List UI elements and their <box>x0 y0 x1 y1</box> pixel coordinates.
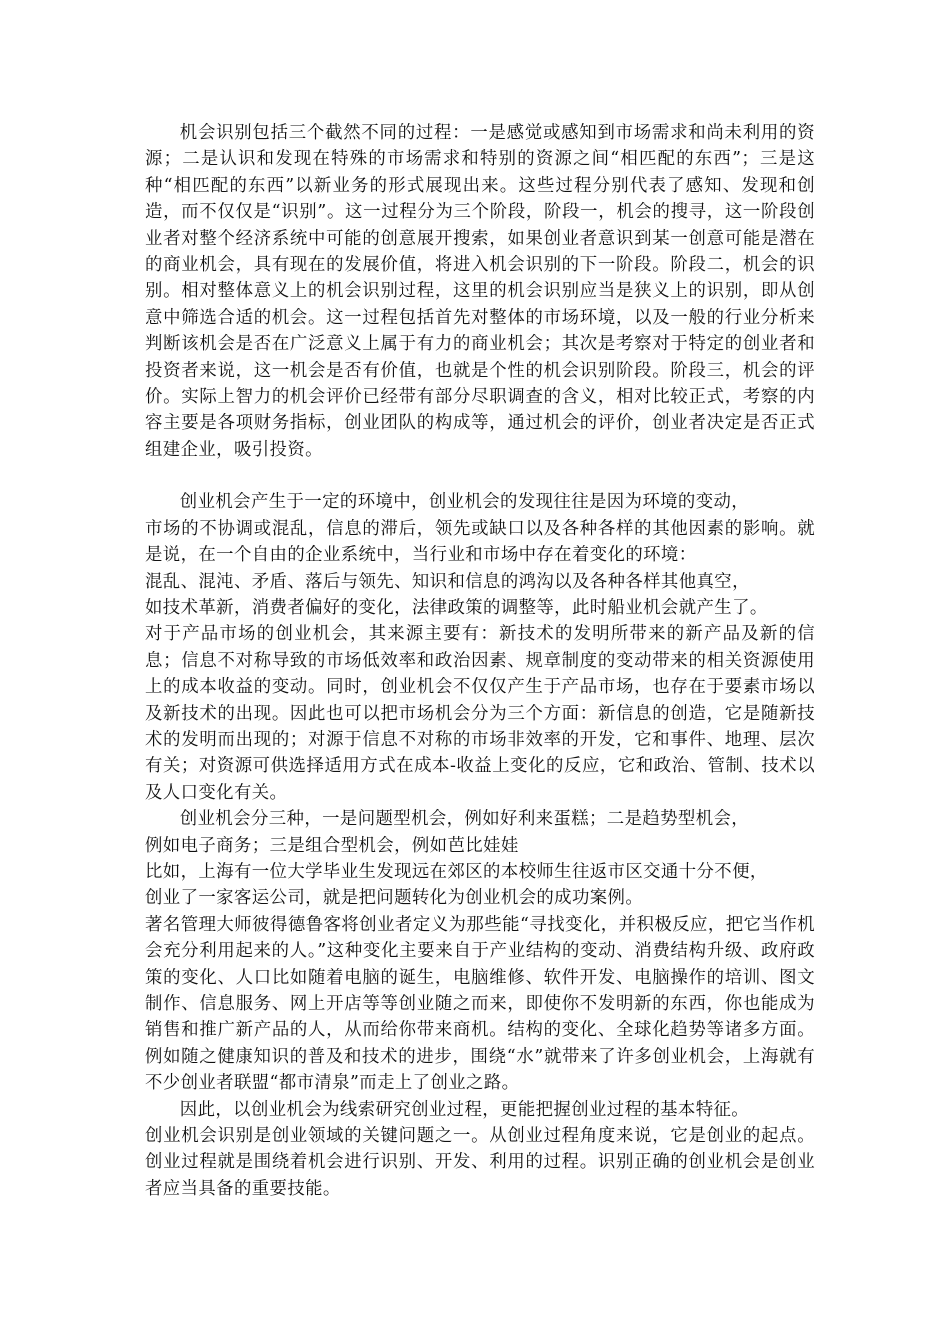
paragraph-three-types: 创业机会分三种，一是问题型机会，例如好利来蛋糕；二是趋势型机会， <box>179 809 750 830</box>
document-page <box>145 120 815 1202</box>
paragraph-innovation: 如技术革新，消费者偏好的变化，法律政策的调整等，此时船业机会就产生了。 <box>145 597 768 618</box>
paragraph-chaos-list: 混乱、混沌、矛盾、落后与领先、知识和信息的鸿沟以及各种各样其他真空， <box>145 571 750 592</box>
paragraph-market-disorder: 市场的不协调或混乱，信息的滞后，领先或缺口以及各种各样的其他因素的影响。就是说，在一个自由的企业系统中，当行业和市场中存在着变化的环境： <box>145 518 815 566</box>
paragraph-conclusion: 因此，以创业机会为线索研究创业过程，更能把握创业过程的基本特征。 <box>179 1099 750 1120</box>
paragraph-key-problem: 创业机会识别是创业领域的关键问题之一。从创业过程角度来说，它是创业的起点。创业过程就是围绕着机会进行识别、开发、利用的过程。识别正确的创业机会是创业者应当具备的重要技能。 <box>145 1126 815 1199</box>
paragraph-drucker: 著名管理大师彼得德鲁客将创业者定义为那些能“寻找变化，并积极反应，把它当作机会充分利用起来的人。”这种变化主要来自于产业结构的变动、消费结构升级、政府政策的变化、人口比如随着电脑的诞生，电脑维修、软件开发、电脑操作的培训、图文制作、信息服务、网上开店等等创业随之而来，即使你不发明新的东西，你也能成为销售和推广新产品的人，从而给你带来商机。结构的变化、全球化趋势等诸多方面。例如随之健康知识的普及和技术的进步，围绕“水”就带来了许多创业机会，上海就有不少创业者联盟“都市清泉”而走上了创业之路。 <box>145 914 815 1094</box>
paragraph-environment-intro: 创业机会产生于一定的环境中，创业机会的发现往往是因为环境的变动， <box>179 492 750 513</box>
paragraph-three-types-cont: 例如电子商务；三是组合型机会，例如芭比娃娃 <box>145 835 519 856</box>
paragraph-shanghai-example: 比如，上海有一位大学毕业生发现远在郊区的本校师生往返市区交通十分不便， <box>145 861 768 882</box>
paragraph-opportunity-identification: 机会识别包括三个截然不同的过程：一是感觉或感知到市场需求和尚未利用的资源；二是认识和发现在特殊的市场需求和特别的资源之间“相匹配的东西”；三是这种“相匹配的东西”以新业务的形式展现出来。这些过程分别代表了感知、发现和创造，而不仅仅是“识别”。这一过程分为三个阶段，阶段一，机会的搜寻，这一阶段创业者对整个经济系统中可能的创意展开搜索，如果创业者意识到某一创意可能是潜在的商业机会，具有现在的发展价值，将进入机会识别的下一阶段。阶段二，机会的识别。相对整体意义上的机会识别过程，这里的机会识别应当是狭义上的识别，即从创意中筛选合适的机会。这一过程包括首先对整体的市场环境，以及一般的行业分析来判断该机会是否在广泛意义上属于有力的商业机会；其次是考察对于特定的创业者和投资者来说，这一机会是否有价值，也就是个性的机会识别阶段。阶段三，机会的评价。实际上智力的机会评价已经带有部分尽职调查的含义，相对比较正式，考察的内容主要是各项财务指标，创业团队的构成等，通过机会的评价，创业者决定是否正式组建企业，吸引投资。 <box>145 123 815 460</box>
paragraph-product-market-sources: 对于产品市场的创业机会，其来源主要有：新技术的发明所带来的新产品及新的信息；信息不对称导致的市场低效率和政治因素、规章制度的变动带来的相关资源使用上的成本收益的变动。同时，创业机会不仅仅产生于产品市场，也存在于要素市场以及新技术的出现。因此也可以把市场机会分为三个方面：新信息的创造，它是随新技术的发明而出现的；对源于信息不对称的市场非效率的开发，它和事件、地理、层次有关；对资源可供选择适用方式在成本-收益上变化的反应，它和政治、管制、技术以及人口变化有关。 <box>145 624 815 803</box>
paragraph-shanghai-example-cont: 创业了一家客运公司，就是把问题转化为创业机会的成功案例。 <box>145 888 644 909</box>
